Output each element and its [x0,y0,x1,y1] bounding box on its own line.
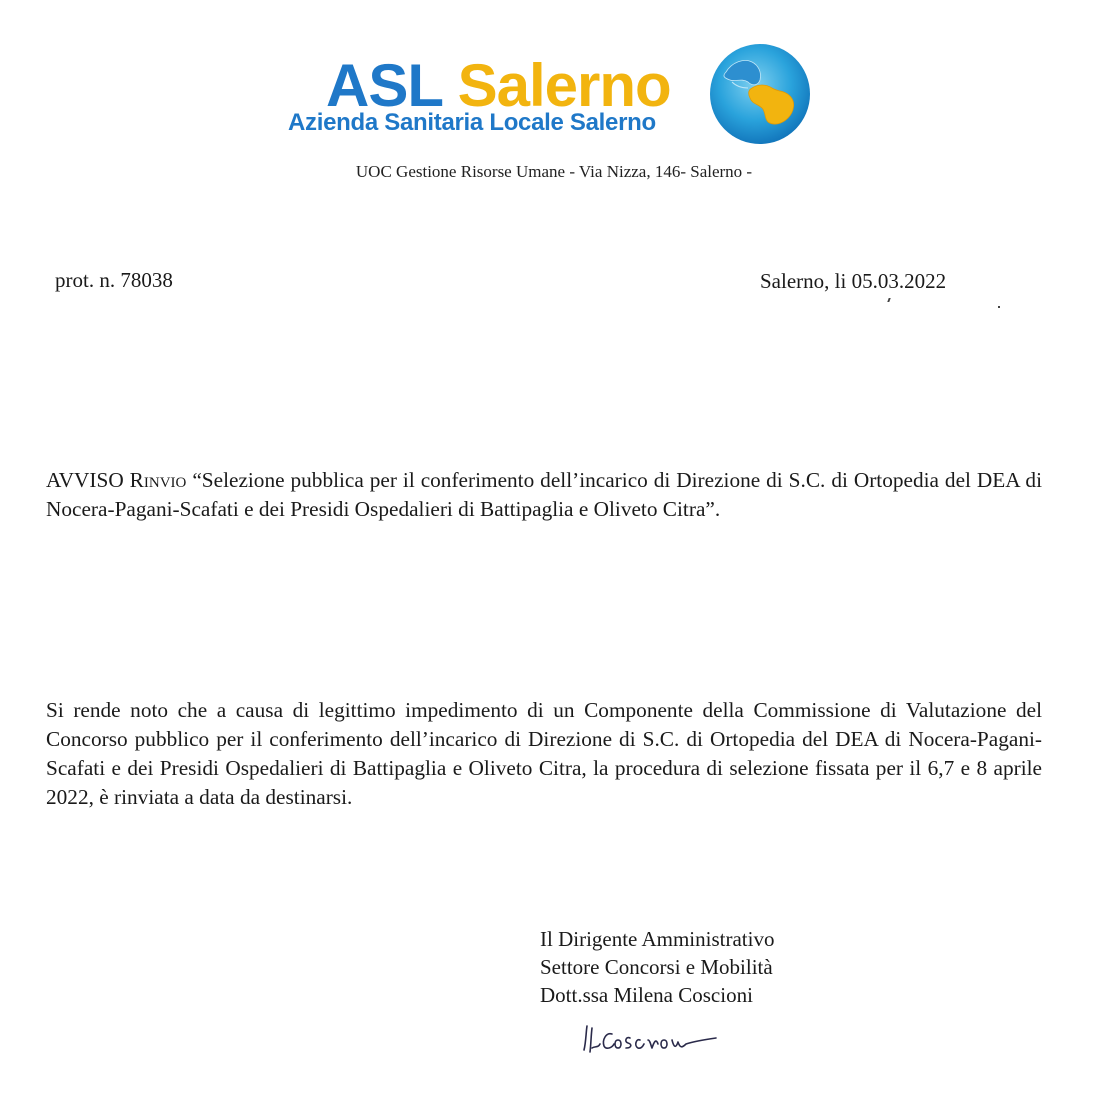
asl-logo [288,52,818,152]
handwritten-signature [578,1018,738,1068]
signatory-department: Settore Concorsi e Mobilità [540,955,773,979]
notice-title-text: “Selezione pubblica per il conferimento dell’incarico di Direzione di S.C. di Ortopedia del DEA di Nocera-Pagani-Scafati e dei Presidi Ospedalieri di Battipaglia e Oliveto Citra”. [46,468,1042,521]
signatory-block [540,925,774,1009]
logo-subtitle: Azienda Sanitaria Locale Salerno [288,109,656,136]
notice-prefix: AVVISO [46,468,130,492]
signatory-name: Dott.ssa Milena Coscioni [540,983,753,1007]
campania-map-icon [708,42,812,146]
logo-wordmark [326,52,671,119]
scan-speck [998,306,1000,308]
place-date: Salerno, li 05.03.2022 [760,269,947,293]
notice-title [46,466,1042,524]
protocol-number: prot. n. 78038 [55,268,173,292]
scan-speck [887,298,890,302]
signatory-role: Il Dirigente Amministrativo [540,927,775,951]
office-address: UOC Gestione Risorse Umane - Via Nizza, 146- Salerno - [355,162,753,181]
logo-asl-text: ASL [326,52,442,119]
logo-salerno-text: Salerno [457,52,671,119]
notice-rinvio: Rinvio [129,468,187,492]
notice-body: Si rende noto che a causa di legittimo impedimento di un Componente della Commissione di Valutazione del Concorso pubblico per il conferimento dell’incarico di Direzione di S.C. di Ortopedia del DEA di Nocera-Pagani-Scafati e dei Presidi Ospedalieri di Battipaglia e Oliveto Citra, la procedura di selezione fissata per il 6,7 e 8 aprile 2022, è rinviata a data da destinarsi. [46,698,1042,809]
